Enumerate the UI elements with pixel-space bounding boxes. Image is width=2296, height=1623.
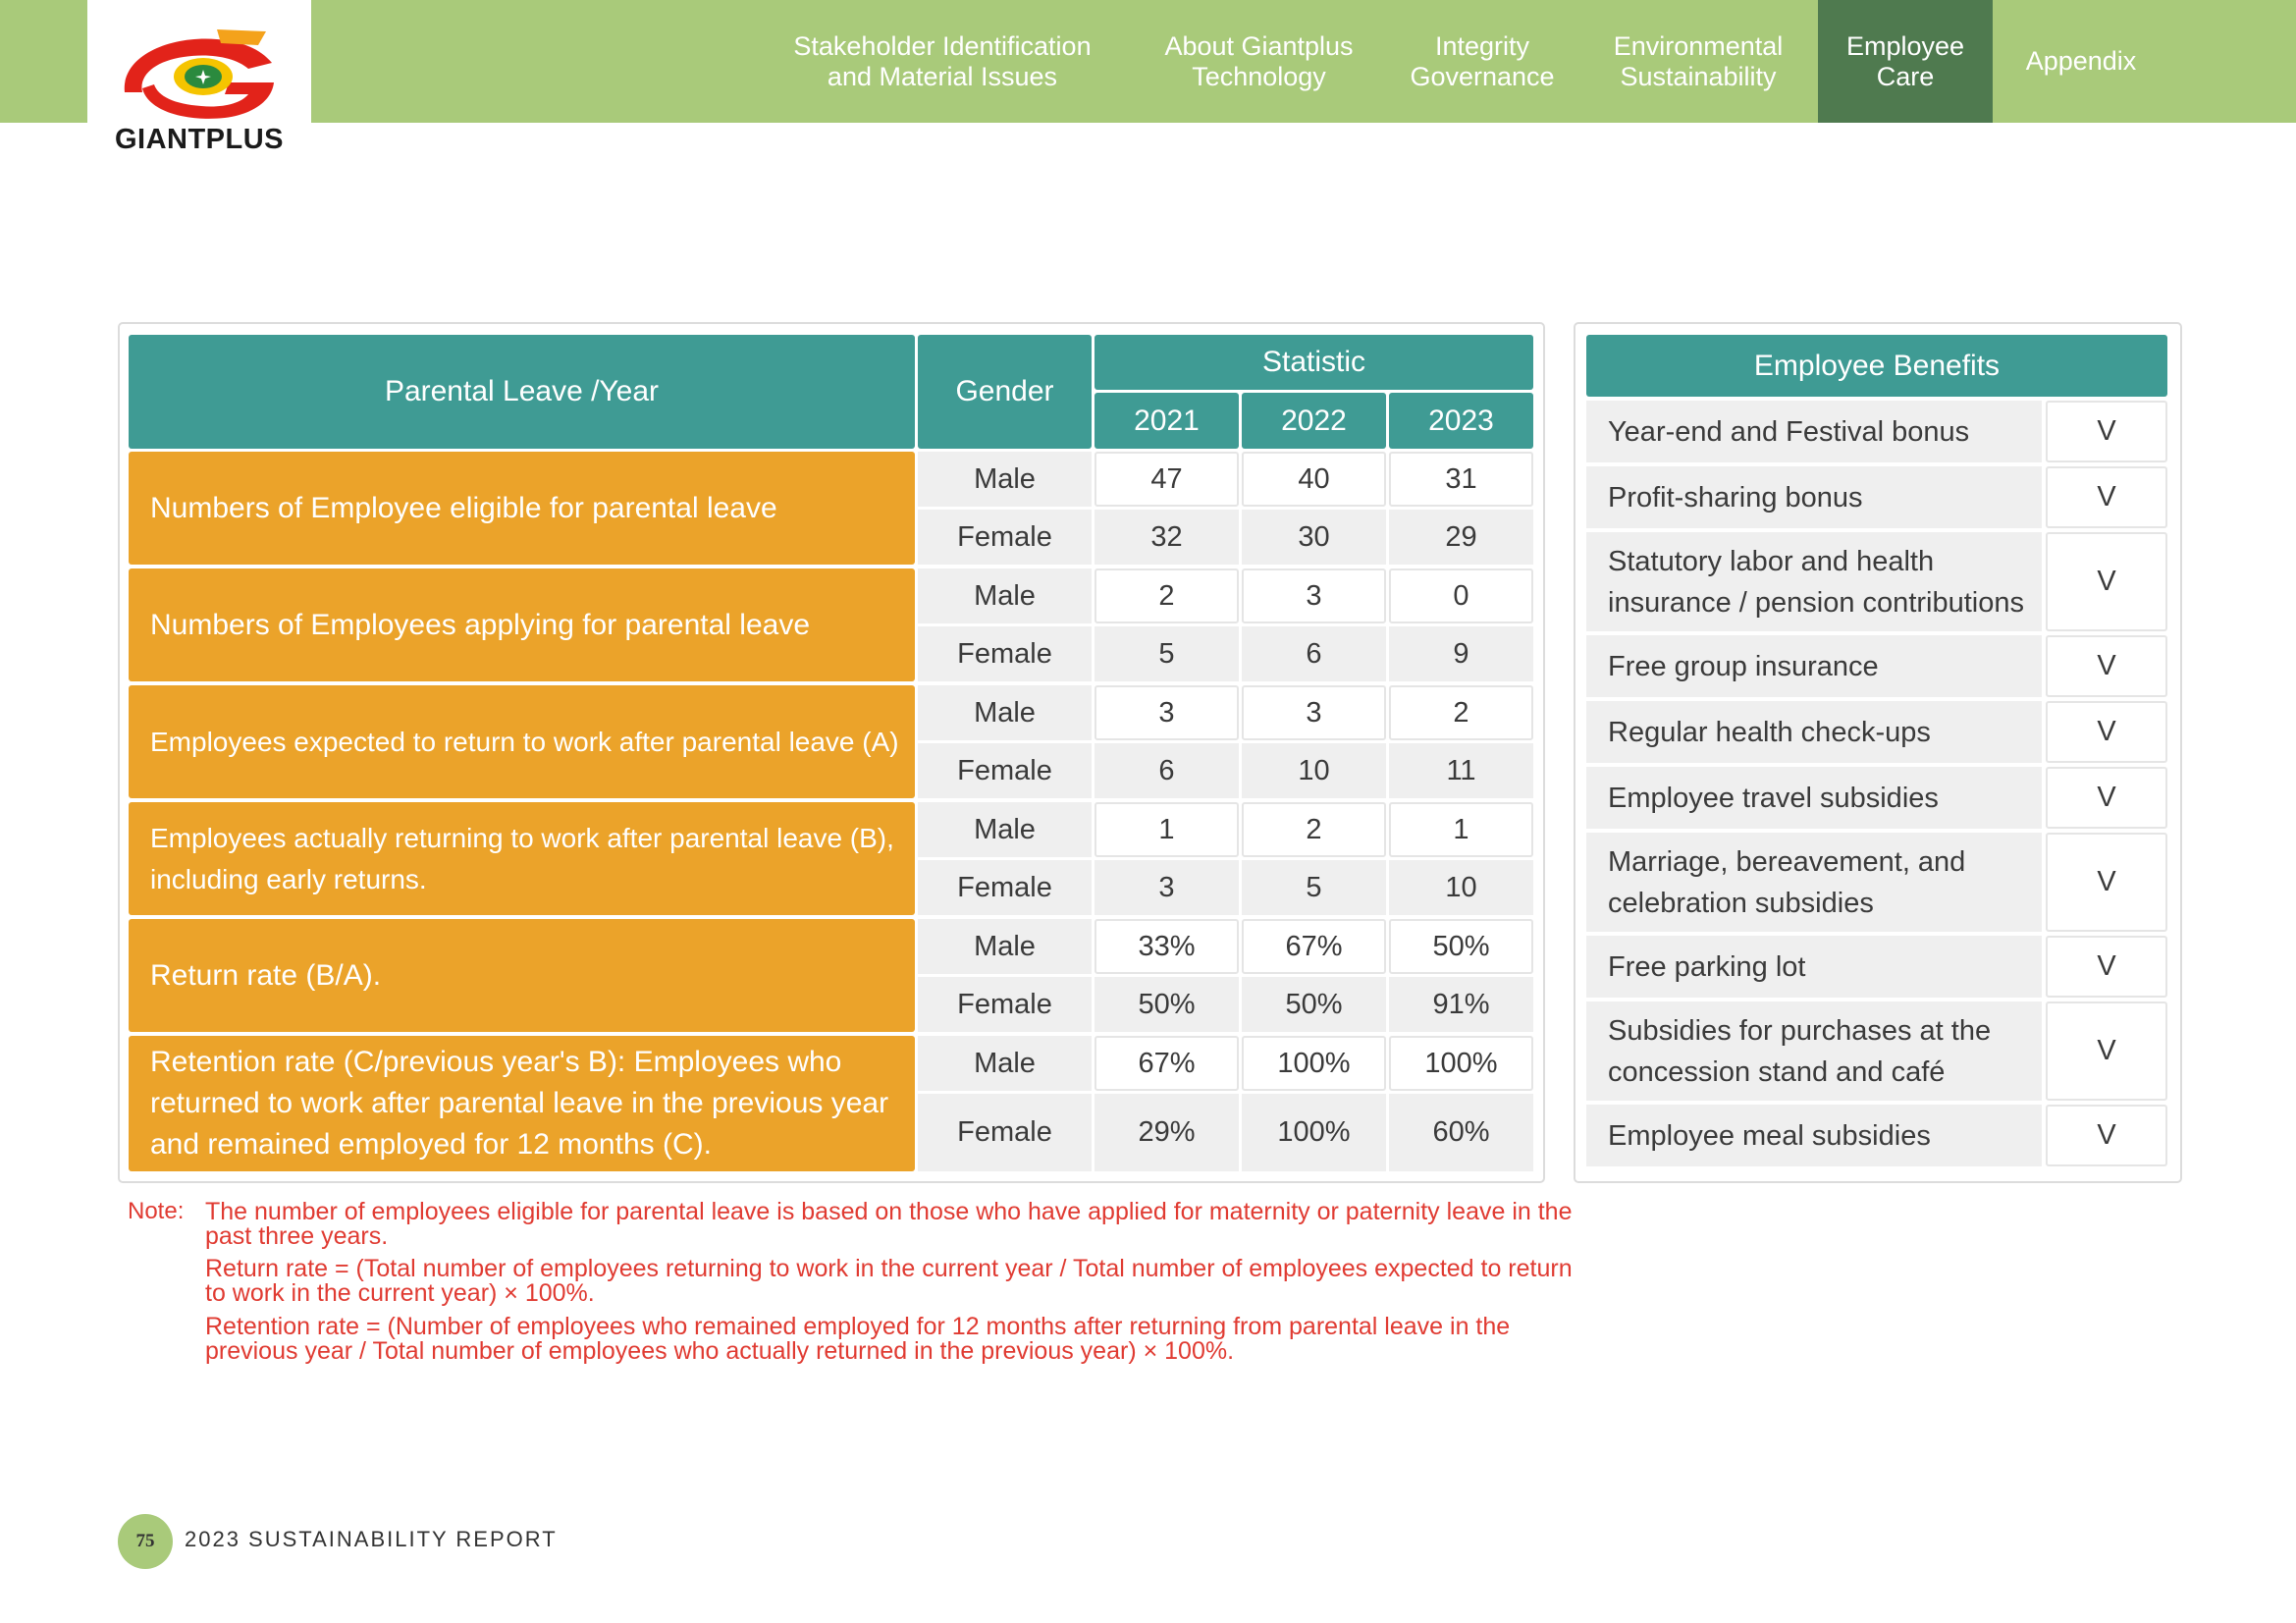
value-cell: 3 [1095, 685, 1239, 740]
benefit-check: V [2046, 701, 2167, 763]
brand-name: GIANTPLUS [114, 124, 285, 155]
nav-about[interactable]: About Giantplus Technology [1164, 30, 1354, 91]
gender-cell: Female [918, 510, 1092, 565]
value-cell: 10 [1389, 860, 1533, 915]
benefit-item: Statutory labor and health insurance / pension contributions [1586, 532, 2042, 631]
value-cell: 100% [1242, 1036, 1386, 1091]
note-retention-rate: Retention rate = (Number of employees who remained employed for 12 months after returning from parental leave in the previous year / Total number of employees who actually returned in the previous year) × 100%. [205, 1313, 1511, 1365]
value-cell: 3 [1095, 860, 1239, 915]
value-cell: 9 [1389, 626, 1533, 681]
row-label-applying: Numbers of Employees applying for parental leave [129, 568, 915, 681]
parental-leave-header: Parental Leave /Year [129, 335, 915, 449]
benefit-item: Free parking lot [1586, 936, 2042, 998]
gender-cell: Female [918, 860, 1092, 915]
gender-cell: Female [918, 626, 1092, 681]
row-label-eligible: Numbers of Employee eligible for parental leave [129, 452, 915, 565]
brand-logo[interactable] [87, 0, 311, 165]
value-cell: 32 [1095, 510, 1239, 565]
gender-cell: Male [918, 1036, 1092, 1091]
benefit-check: V [2046, 767, 2167, 829]
value-cell: 5 [1242, 860, 1386, 915]
benefit-check: V [2046, 833, 2167, 932]
benefit-check: V [2046, 1001, 2167, 1101]
value-cell: 50% [1095, 977, 1239, 1032]
nav-governance[interactable]: Integrity Governance [1410, 30, 1555, 91]
gender-cell: Female [918, 743, 1092, 798]
value-cell: 3 [1242, 685, 1386, 740]
value-cell: 40 [1242, 452, 1386, 507]
row-label-return-rate: Return rate (B/A). [129, 919, 915, 1032]
benefit-check: V [2046, 532, 2167, 631]
page-number: 75 [118, 1514, 173, 1569]
value-cell: 60% [1389, 1094, 1533, 1171]
benefit-check: V [2046, 466, 2167, 528]
value-cell: 29 [1389, 510, 1533, 565]
value-cell: 30 [1242, 510, 1386, 565]
year-header: 2023 [1389, 393, 1533, 449]
value-cell: 31 [1389, 452, 1533, 507]
benefit-item: Employee meal subsidies [1586, 1105, 2042, 1166]
benefit-item: Regular health check-ups [1586, 701, 2042, 763]
note-eligible: The number of employees eligible for parental leave is based on those who have applied for maternity or paternity leave in the past three years. [205, 1198, 1573, 1250]
gender-cell: Male [918, 452, 1092, 507]
value-cell: 11 [1389, 743, 1533, 798]
benefit-check: V [2046, 401, 2167, 462]
gender-cell: Female [918, 977, 1092, 1032]
report-title: 2023 SUSTAINABILITY REPORT [185, 1527, 558, 1551]
benefit-check: V [2046, 936, 2167, 998]
benefit-check: V [2046, 1105, 2167, 1166]
value-cell: 2 [1389, 685, 1533, 740]
gender-cell: Male [918, 802, 1092, 857]
value-cell: 33% [1095, 919, 1239, 974]
statistic-header: Statistic [1095, 335, 1533, 390]
gender-cell: Male [918, 568, 1092, 623]
benefit-check: V [2046, 635, 2167, 697]
nav-appendix[interactable]: Appendix [2025, 46, 2137, 76]
value-cell: 5 [1095, 626, 1239, 681]
value-cell: 6 [1242, 626, 1386, 681]
nav-stakeholder[interactable]: Stakeholder Identification and Material Issues [793, 30, 1092, 91]
value-cell: 91% [1389, 977, 1533, 1032]
value-cell: 6 [1095, 743, 1239, 798]
benefit-item: Free group insurance [1586, 635, 2042, 697]
nav-employee-care[interactable]: Employee Care [1818, 0, 1993, 123]
value-cell: 100% [1242, 1094, 1386, 1171]
value-cell: 67% [1242, 919, 1386, 974]
row-label-retention-rate: Retention rate (C/previous year's B): Employees who returned to work after parental leave in the previous year and remained employed for 12 months (C). [129, 1036, 915, 1171]
benefit-item: Marriage, bereavement, and celebration subsidies [1586, 833, 2042, 932]
benefit-item: Subsidies for purchases at the concession stand and café [1586, 1001, 2042, 1101]
giantplus-logo-icon [119, 27, 278, 122]
benefit-item: Employee travel subsidies [1586, 767, 2042, 829]
note-label: Note: [128, 1198, 185, 1224]
value-cell: 29% [1095, 1094, 1239, 1171]
value-cell: 50% [1389, 919, 1533, 974]
value-cell: 67% [1095, 1036, 1239, 1091]
value-cell: 50% [1242, 977, 1386, 1032]
value-cell: 10 [1242, 743, 1386, 798]
gender-header: Gender [918, 335, 1092, 449]
value-cell: 1 [1095, 802, 1239, 857]
nav-environmental[interactable]: Environmental Sustainability [1613, 30, 1784, 91]
value-cell: 100% [1389, 1036, 1533, 1091]
gender-cell: Female [918, 1094, 1092, 1171]
value-cell: 2 [1095, 568, 1239, 623]
row-label-actual-return: Employees actually returning to work after parental leave (B), including early returns. [129, 802, 915, 915]
note-return-rate: Return rate = (Total number of employees returning to work in the current year / Total number of employees expected to return to work in the current year) × 100%. [205, 1255, 1573, 1307]
value-cell: 47 [1095, 452, 1239, 507]
value-cell: 1 [1389, 802, 1533, 857]
benefit-item: Profit-sharing bonus [1586, 466, 2042, 528]
benefits-header: Employee Benefits [1586, 335, 2167, 397]
year-header: 2022 [1242, 393, 1386, 449]
benefit-item: Year-end and Festival bonus [1586, 401, 2042, 462]
value-cell: 2 [1242, 802, 1386, 857]
year-header: 2021 [1095, 393, 1239, 449]
gender-cell: Male [918, 919, 1092, 974]
gender-cell: Male [918, 685, 1092, 740]
value-cell: 0 [1389, 568, 1533, 623]
row-label-expected-return: Employees expected to return to work after parental leave (A) [129, 685, 915, 798]
value-cell: 3 [1242, 568, 1386, 623]
